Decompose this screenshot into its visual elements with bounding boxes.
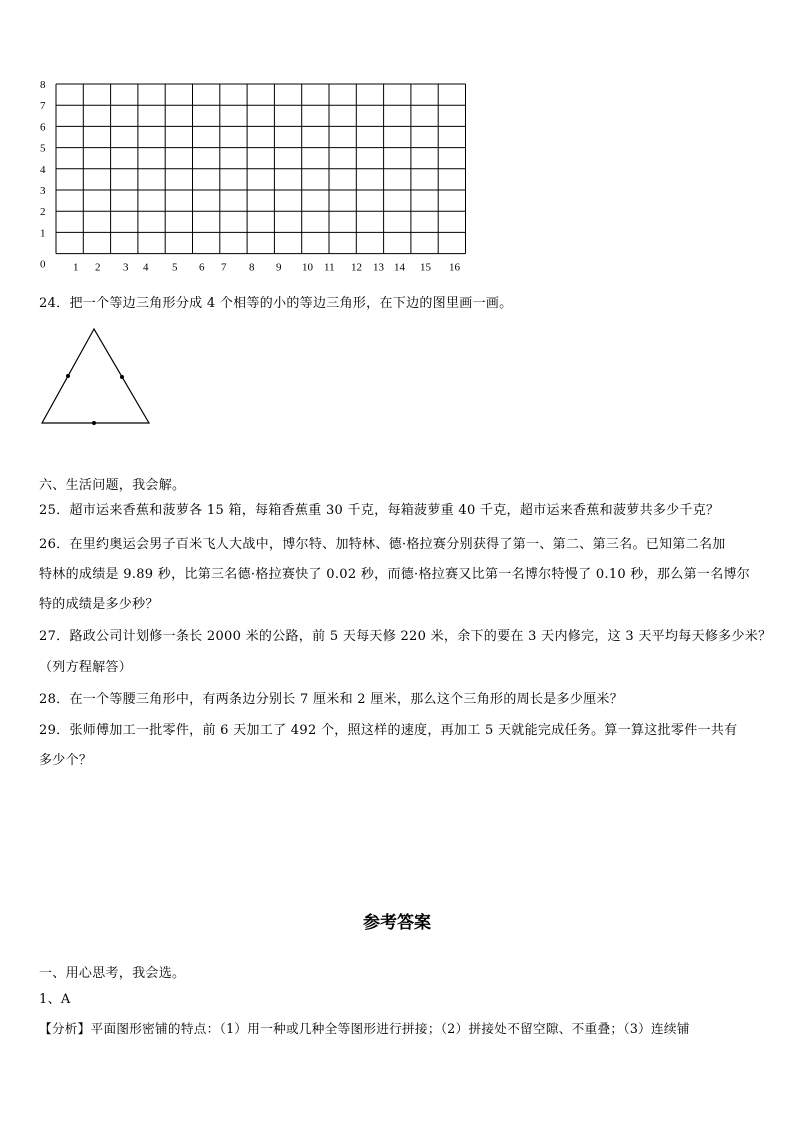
answer-section-1-heading: 一、用心思考，我会选。 xyxy=(39,966,186,981)
x-tick-label: 4 xyxy=(143,261,149,274)
question-27-line-1: 27．路政公司计划修一条长 2000 米的公路，前 5 天每天修 220 米，余下的要在 3 天内修完，这 3 天平均每天修多少米？ xyxy=(39,629,772,644)
x-tick-label: 8 xyxy=(249,261,255,274)
y-tick-label: 0 xyxy=(40,258,46,271)
y-tick-label: 2 xyxy=(40,206,46,219)
x-axis-labels xyxy=(73,262,461,274)
section-6-heading: 六、生活问题，我会解。 xyxy=(39,478,186,493)
x-tick-label: 11 xyxy=(324,261,335,274)
y-tick-label: 3 xyxy=(40,185,46,197)
x-tick-label: 9 xyxy=(276,261,282,274)
y-tick-label: 4 xyxy=(40,163,46,176)
midpoint-dot-bottom xyxy=(92,421,96,425)
x-tick-label: 6 xyxy=(199,261,205,274)
triangle-outline xyxy=(42,329,149,423)
answer-1-analysis: 【分析】平面图形密铺的特点：（1）用一种或几种全等图形进行拼接；（2）拼接处不留空隙、不重叠；（3）连续铺 xyxy=(39,1021,690,1036)
x-tick-label: 15 xyxy=(420,261,431,274)
y-tick-label: 5 xyxy=(40,142,46,155)
answer-1: 1、A xyxy=(39,992,71,1007)
y-tick-label: 6 xyxy=(40,121,46,134)
x-tick-label: 14 xyxy=(394,261,405,274)
x-tick-label: 3 xyxy=(123,261,129,274)
question-24: 24．把一个等边三角形分成 4 个相等的小的等边三角形，在下边的图里画一画。 xyxy=(39,296,513,311)
x-tick-label: 7 xyxy=(221,261,227,274)
x-tick-label: 2 xyxy=(95,261,101,274)
x-tick-label: 10 xyxy=(302,261,313,274)
question-26-line-3: 特的成绩是多少秒？ xyxy=(39,597,159,612)
y-tick-label: 8 xyxy=(40,79,46,91)
x-tick-label: 16 xyxy=(449,261,460,274)
grid-lines xyxy=(56,84,466,254)
answer-section-title: 参考答案 xyxy=(363,913,431,933)
y-tick-label: 1 xyxy=(40,227,46,240)
x-tick-label: 13 xyxy=(373,261,384,274)
x-tick-label: 12 xyxy=(351,261,362,274)
y-tick-label: 7 xyxy=(40,100,46,113)
question-29-line-2: 多少个？ xyxy=(39,753,93,768)
question-26-line-2: 特林的成绩是 9.89 秒，比第三名德·格拉赛快了 0.02 秒，而德·格拉赛又比第一名博尔特慢了 0.10 秒，那么第一名博尔 xyxy=(39,567,751,582)
question-29-line-1: 29．张师傅加工一批零件，前 6 天加工了 492 个，照这样的速度，再加工 5 天就能完成任务。算一算这批零件一共有 xyxy=(39,723,738,738)
midpoint-dot-right xyxy=(120,375,124,379)
question-28: 28．在一个等腰三角形中，有两条边分别长 7 厘米和 2 厘米，那么这个三角形的周长是多少厘米？ xyxy=(39,692,624,707)
coordinate-grid xyxy=(30,78,480,278)
question-27-line-2: （列方程解答） xyxy=(39,660,133,675)
question-26-line-1: 26．在里约奥运会男子百米飞人大战中，博尔特、加特林、德·格拉赛分别获得了第一、第二、第三名。已知第二名加 xyxy=(39,537,726,552)
midpoint-dot-left xyxy=(66,374,70,378)
question-25: 25．超市运来香蕉和菠萝各 15 箱，每箱香蕉重 30 千克，每箱菠萝重 40 千克，超市运来香蕉和菠萝共多少千克？ xyxy=(39,503,720,518)
y-axis-labels xyxy=(40,79,46,271)
x-tick-label: 5 xyxy=(172,261,178,274)
equilateral-triangle-figure xyxy=(36,325,156,430)
x-tick-label: 1 xyxy=(73,261,79,274)
